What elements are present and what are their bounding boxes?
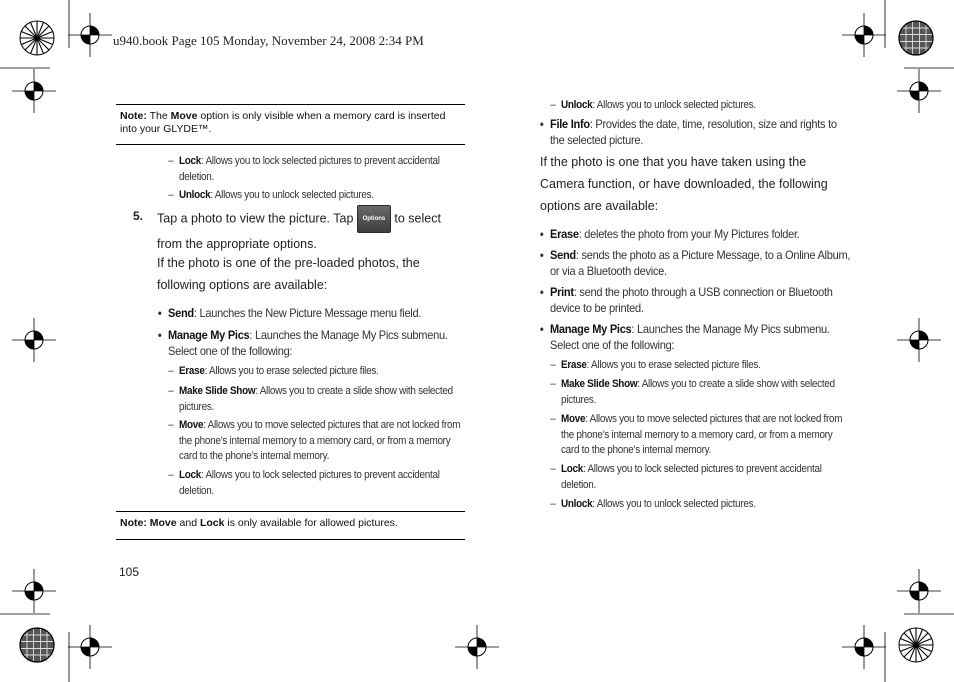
right-bullet-send: • Send: sends the photo as a Picture Message, to a Online Album, or via a Bluetooth device. bbox=[539, 248, 851, 278]
step-5-text: Tap a photo to view the picture. Tap Options to select from the appropriate options. bbox=[157, 205, 467, 255]
bullet-file-info: • File Info: Provides the date, time, resolution, size and rights to the selected picture. bbox=[539, 117, 837, 147]
note-allowed-pictures: Note: Move and Lock is only available for allowed pictures. bbox=[116, 511, 465, 540]
right-bullet-erase: • Erase: deletes the photo from your My Pictures folder. bbox=[539, 227, 800, 241]
right-sub-item-unlock-2: – Unlock: Allows you to unlock selected pictures. bbox=[550, 498, 756, 510]
preloaded-intro: If the photo is one of the pre-loaded photos, the following options are available: bbox=[157, 256, 420, 292]
step-number: 5. bbox=[133, 209, 144, 223]
right-bullet-manage-my-pics: • Manage My Pics: Launches the Manage My Pics submenu. Select one of the following: bbox=[539, 322, 830, 352]
page-number: 105 bbox=[119, 565, 140, 579]
sub-item-move: – Move: Allows you to move selected pictures that are not locked from the phone’s internal memory to a memory card, or from a memory card to the phone’s internal memory. bbox=[168, 419, 461, 462]
bullet-send: • Send: Launches the New Picture Message menu field. bbox=[157, 306, 422, 320]
book-slug-header: u940.book Page 105 Monday, November 24, 2008 2:34 PM bbox=[113, 33, 424, 48]
right-sub-item-lock: – Lock: Allows you to lock selected pictures to prevent accidental deletion. bbox=[550, 463, 822, 491]
sub-item-lock-2: – Lock: Allows you to lock selected pictures to prevent accidental deletion. bbox=[168, 469, 440, 497]
sub-item-lock: – Lock: Allows you to lock selected pictures to prevent accidental deletion. bbox=[168, 155, 440, 183]
sub-item-erase: – Erase: Allows you to erase selected picture files. bbox=[168, 365, 379, 377]
sub-item-make-slide-show: – Make Slide Show: Allows you to create a slide show with selected pictures. bbox=[168, 385, 453, 413]
camera-intro: If the photo is one that you have taken using the Camera function, or have downloaded, the following options are available: bbox=[540, 155, 828, 213]
sub-item-unlock: – Unlock: Allows you to unlock selected pictures. bbox=[168, 189, 374, 201]
right-bullet-print: • Print: send the photo through a USB connection or Bluetooth device to be printed. bbox=[539, 285, 833, 315]
bullet-manage-my-pics: • Manage My Pics: Launches the Manage My Pics submenu. Select one of the following: bbox=[157, 328, 448, 358]
right-sub-item-erase: – Erase: Allows you to erase selected picture files. bbox=[550, 359, 761, 371]
right-sub-item-unlock: – Unlock: Allows you to unlock selected pictures. bbox=[550, 99, 756, 111]
right-sub-item-move: – Move: Allows you to move selected pictures that are not locked from the phone’s internal memory to a memory card, or from a memory card to the phone’s internal memory. bbox=[550, 413, 843, 456]
note-move-option: Note: The Move option is only visible when a memory card is inserted into your GLYDE™. bbox=[116, 104, 465, 145]
options-button[interactable]: Options bbox=[357, 205, 391, 233]
right-sub-item-make-slide-show: – Make Slide Show: Allows you to create a slide show with selected pictures. bbox=[550, 378, 835, 406]
